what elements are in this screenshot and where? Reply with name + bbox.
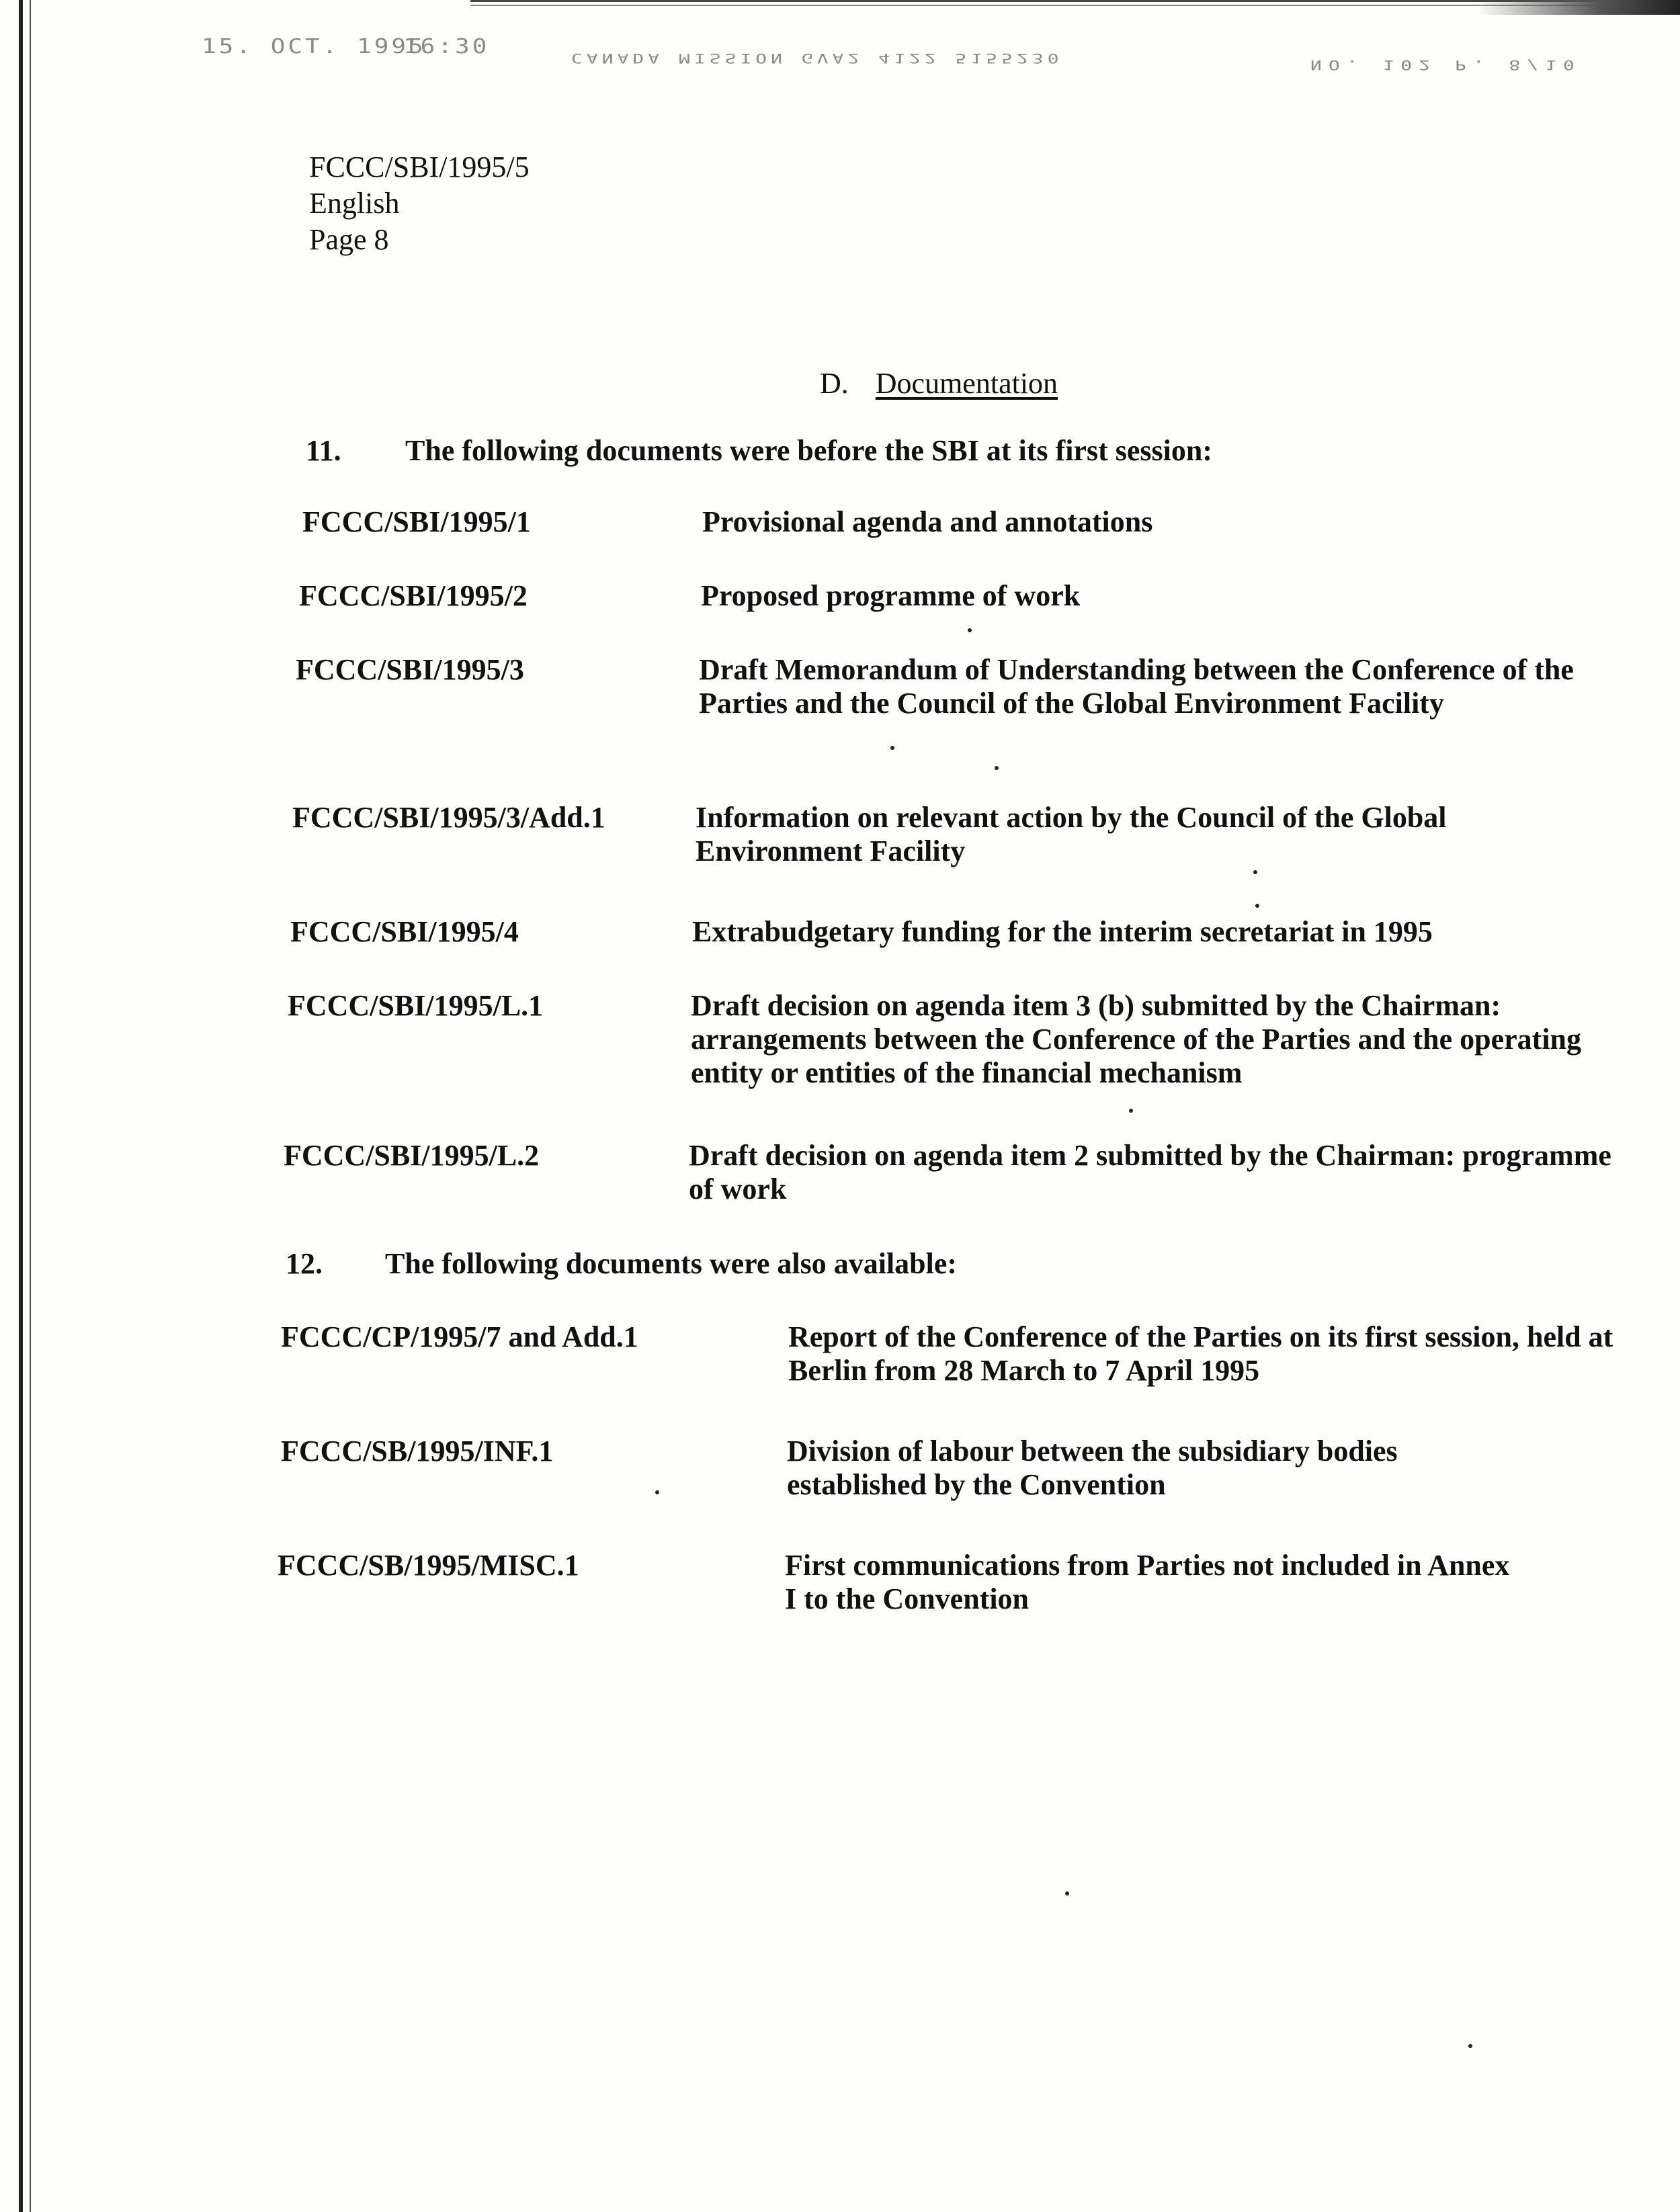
paragraph-number: 11. xyxy=(306,434,341,467)
document-symbol-cell: FCCC/SB/1995/MISC.1 xyxy=(278,1549,579,1582)
document-symbol: FCCC/SBI/1995/5 xyxy=(309,151,530,183)
document-description-cell: Report of the Conference of the Parties on its first session, held at Berlin from 28 March to 7 April 1995 xyxy=(788,1320,1613,1387)
paragraph-12 xyxy=(286,1246,957,1281)
document-description-cell: Draft Memorandum of Understanding between the Conference of the Parties and the Council of the Global Environment Facility xyxy=(699,653,1574,720)
paragraph-number: 12. xyxy=(286,1247,323,1280)
scan-speck xyxy=(890,746,894,750)
scan-speck xyxy=(1253,870,1257,874)
document-description-cell: Provisional agenda and annotations xyxy=(702,505,1153,538)
document-symbol-cell: FCCC/SBI/1995/3/Add.1 xyxy=(292,801,605,834)
scan-speck xyxy=(655,1490,659,1494)
document-symbol-cell: FCCC/SBI/1995/4 xyxy=(290,915,519,948)
paragraph-11 xyxy=(306,433,1212,468)
document-header xyxy=(309,149,530,258)
scan-speck xyxy=(1468,2044,1472,2048)
document-symbol-cell: FCCC/SB/1995/INF.1 xyxy=(281,1435,554,1467)
document-description-cell: Draft decision on agenda item 2 submitted by the Chairman: programme of work xyxy=(689,1139,1611,1205)
document-symbol-cell: FCCC/SBI/1995/3 xyxy=(296,653,524,686)
scan-speck xyxy=(1255,904,1259,908)
scan-edge-line xyxy=(19,0,23,2212)
scan-speck xyxy=(1065,1891,1069,1896)
document-description-cell: Extrabudgetary funding for the interim secretariat in 1995 xyxy=(692,915,1433,948)
document-symbol-cell: FCCC/SBI/1995/2 xyxy=(299,579,528,612)
document-language: English xyxy=(309,187,400,220)
document-description-cell: First communications from Parties not included in Annex I to the Convention xyxy=(785,1549,1510,1615)
document-description-cell: Draft decision on agenda item 3 (b) submitted by the Chairman: arrangements between the Conference of the Parties and the operating entity or entities of the financial mechanism xyxy=(691,989,1582,1089)
document-description-cell: Proposed programme of work xyxy=(701,579,1081,612)
scan-top-corner-shadow xyxy=(1478,0,1680,15)
scan-speck xyxy=(995,766,999,770)
section-title: Documentation xyxy=(875,367,1058,400)
fax-sender: CANADA MISSION GVA2 4122 5155230 xyxy=(571,50,1063,67)
document-symbol-cell: FCCC/SBI/1995/L.1 xyxy=(288,989,544,1022)
document-symbol-cell: FCCC/SBI/1995/1 xyxy=(302,505,531,538)
scan-speck xyxy=(968,628,972,632)
scan-speck xyxy=(1129,1109,1133,1113)
document-description-cell: Information on relevant action by the Council of the Global Environment Facility xyxy=(696,801,1447,867)
fax-date: 15. OCT. 1995 xyxy=(202,35,426,58)
document-description-cell: Division of labour between the subsidiary bodies established by the Convention xyxy=(787,1435,1398,1501)
fax-time: 16:30 xyxy=(403,35,490,58)
fax-page-number: NO. 102 P. 8/10 xyxy=(1310,56,1581,73)
document-symbol-cell: FCCC/SBI/1995/L.2 xyxy=(284,1139,540,1172)
paragraph-text: The following documents were before the SBI at its first session: xyxy=(405,434,1212,467)
paragraph-text: The following documents were also available: xyxy=(385,1247,958,1280)
section-heading xyxy=(820,366,1058,400)
document-page: Page 8 xyxy=(309,223,389,256)
scan-edge-line-secondary xyxy=(30,0,31,2212)
document-symbol-cell: FCCC/CP/1995/7 and Add.1 xyxy=(281,1320,638,1353)
section-letter: D. xyxy=(820,367,849,400)
